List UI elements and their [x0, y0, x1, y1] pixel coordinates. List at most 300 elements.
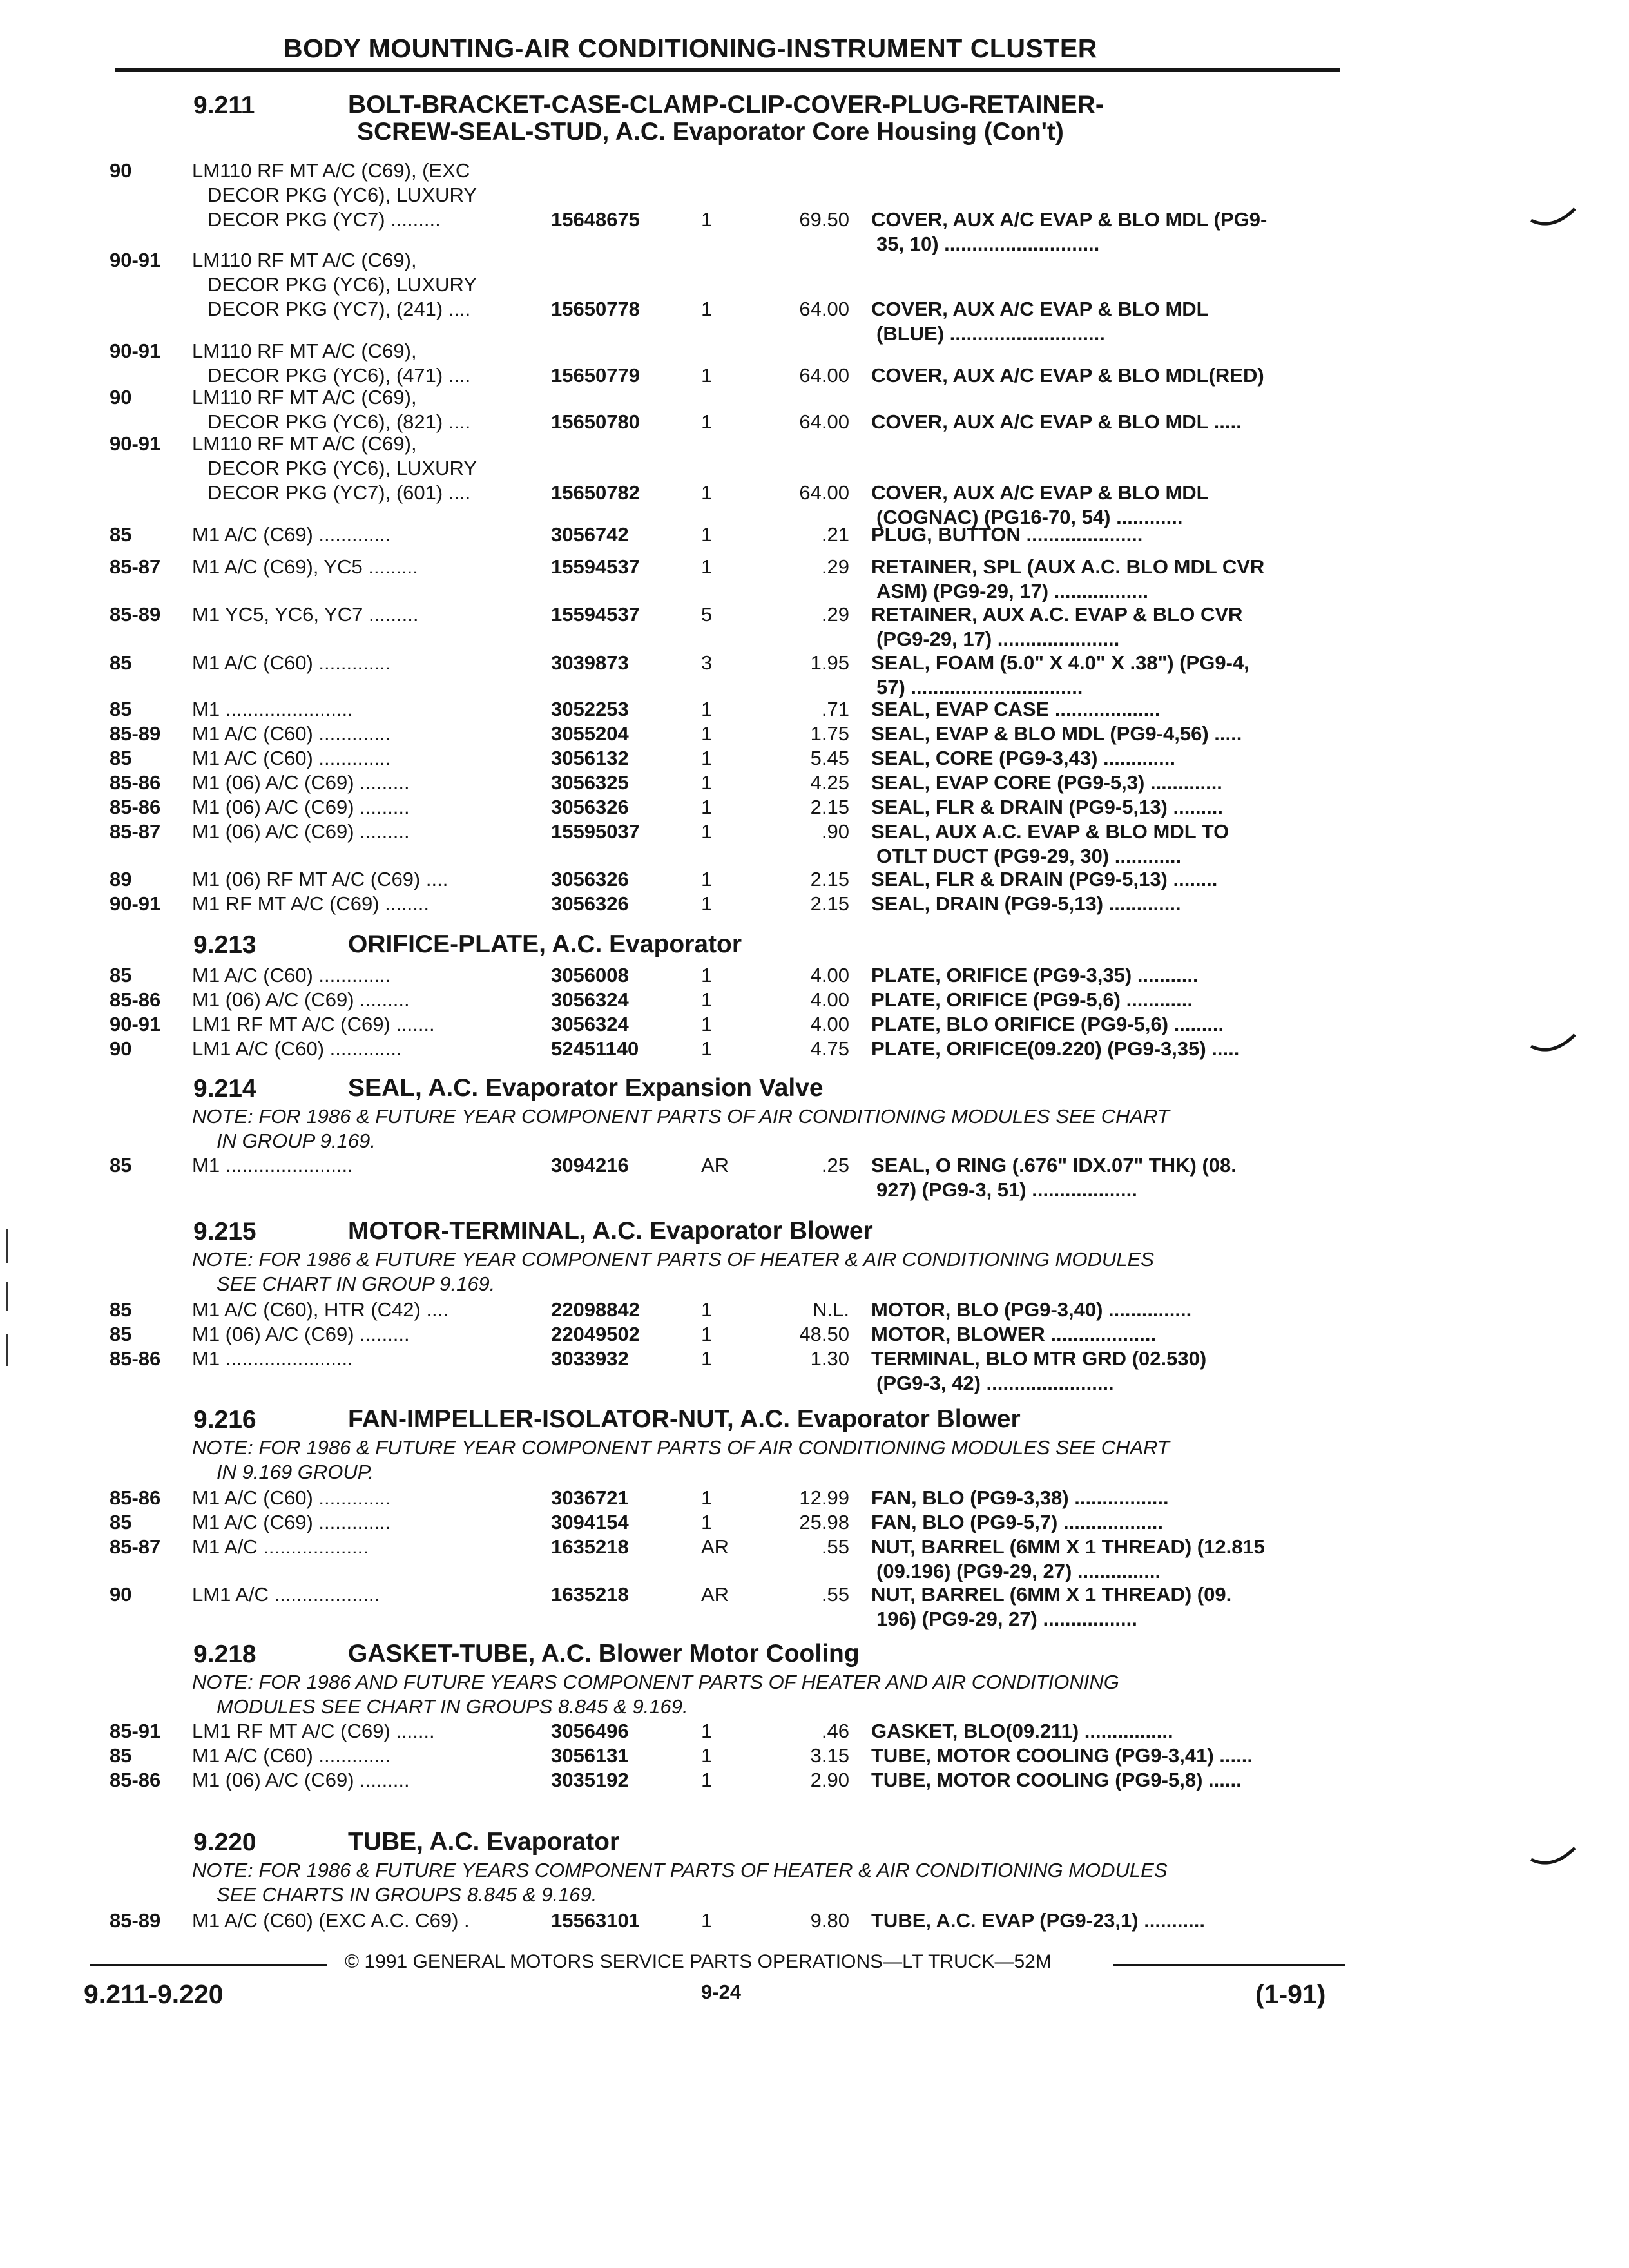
model-year: 85-89 — [110, 722, 161, 745]
application — [192, 1510, 390, 1535]
quantity: 1 — [701, 208, 713, 231]
model-year: 85-86 — [110, 771, 161, 794]
application — [192, 1719, 435, 1744]
quantity: 3 — [701, 651, 713, 674]
price: 69.50 — [799, 208, 849, 231]
part-number: 3056131 — [551, 1744, 629, 1767]
quantity: 1 — [701, 868, 713, 890]
application-line: M1 A/C (C69) ............. — [192, 1511, 391, 1533]
part-number: 1635218 — [551, 1583, 629, 1606]
part-description — [871, 697, 1160, 722]
price: 4.75 — [810, 1037, 849, 1060]
application-line: M1 (06) A/C (C69) ......... — [192, 771, 410, 794]
section-number: 9.220 — [193, 1829, 256, 1856]
scan-edge-mark-2 — [6, 1282, 8, 1311]
model-year: 85 — [110, 964, 132, 986]
price: 1.95 — [810, 651, 849, 674]
quantity: AR — [701, 1154, 729, 1177]
binder-mark-3 — [1530, 1844, 1576, 1870]
part-number: 3056742 — [551, 523, 629, 546]
application — [192, 1322, 410, 1347]
description-line: PLATE, BLO ORIFICE (PG9-5,6) ......... — [871, 1013, 1224, 1035]
application-line: LM1 RF MT A/C (C69) ....... — [192, 1720, 435, 1742]
description-line: GASKET, BLO(09.211) ................ — [871, 1720, 1173, 1742]
section-title — [348, 931, 742, 958]
part-number: 15594537 — [551, 555, 640, 578]
description-line: FAN, BLO (PG9-5,7) .................. — [871, 1511, 1164, 1533]
application — [192, 892, 429, 916]
page-header-title: BODY MOUNTING-AIR CONDITIONING-INSTRUMENT CLUSTER — [284, 34, 1097, 63]
model-year: 85-91 — [110, 1720, 161, 1742]
description-line: TUBE, A.C. EVAP (PG9-23,1) ........... — [871, 1909, 1205, 1932]
part-number: 3052253 — [551, 698, 629, 720]
price: .29 — [821, 603, 849, 626]
scan-edge-mark-1 — [6, 1229, 8, 1263]
part-number: 3094216 — [551, 1154, 629, 1177]
part-description — [871, 1012, 1224, 1037]
part-number: 3056326 — [551, 796, 629, 818]
description-line: COVER, AUX A/C EVAP & BLO MDL (PG9- — [871, 208, 1268, 231]
price: 4.00 — [810, 1013, 849, 1035]
part-description — [871, 1486, 1169, 1510]
application — [192, 1582, 380, 1607]
part-number: 3055204 — [551, 722, 629, 745]
description-line: OTLT DUCT (PG9-29, 30) ............ — [876, 845, 1182, 867]
part-number: 3056008 — [551, 964, 629, 986]
application — [192, 555, 418, 579]
description-line: (COGNAC) (PG16-70, 54) ............ — [876, 506, 1183, 528]
quantity: AR — [701, 1535, 729, 1558]
part-number: 15650780 — [551, 410, 640, 433]
part-number: 15595037 — [551, 820, 640, 843]
price: 4.25 — [810, 771, 849, 794]
description-line: PLATE, ORIFICE (PG9-5,6) ............ — [871, 988, 1193, 1011]
description-line: SEAL, EVAP CORE (PG9-5,3) ............. — [871, 771, 1222, 794]
description-line: 927) (PG9-3, 51) ................... — [876, 1178, 1137, 1201]
application-line: M1 A/C (C60) ............. — [192, 747, 391, 769]
price: .55 — [821, 1583, 849, 1606]
description-line: SEAL, EVAP & BLO MDL (PG9-4,56) ..... — [871, 722, 1242, 745]
section-note-line: SEE CHARTS IN GROUPS 8.845 & 9.169. — [217, 1883, 597, 1906]
section-number: 9.216 — [193, 1406, 256, 1434]
part-description — [871, 1298, 1191, 1322]
quantity: 1 — [701, 771, 713, 794]
application-line: M1 A/C (C60), HTR (C42) .... — [192, 1298, 448, 1321]
section-note — [192, 1670, 1119, 1719]
application-line: DECOR PKG (YC7), (601) .... — [207, 481, 471, 504]
price: .29 — [821, 555, 849, 578]
section-title-line: TUBE, A.C. Evaporator — [348, 1828, 620, 1856]
application — [192, 1153, 353, 1178]
part-description — [871, 1347, 1206, 1396]
model-year: 85 — [110, 1744, 132, 1767]
price: N.L. — [813, 1298, 849, 1321]
application — [192, 432, 477, 505]
footer-group-range: 9.211-9.220 — [84, 1979, 224, 2009]
application — [192, 651, 390, 675]
model-year: 85 — [110, 523, 132, 546]
model-year: 90-91 — [110, 249, 161, 271]
part-number: 15594537 — [551, 603, 640, 626]
section-note-line: SEE CHART IN GROUP 9.169. — [217, 1273, 496, 1295]
footer-rule-left — [90, 1964, 327, 1966]
footer-date-code: (1-91) — [1255, 1979, 1326, 2009]
description-line: SEAL, FLR & DRAIN (PG9-5,13) ......... — [871, 796, 1224, 818]
part-description — [871, 1582, 1231, 1631]
part-description — [871, 1908, 1205, 1933]
price: 5.45 — [810, 747, 849, 769]
quantity: 1 — [701, 364, 713, 387]
quantity: 1 — [701, 1347, 713, 1370]
model-year: 85-87 — [110, 820, 161, 843]
part-number: 15650778 — [551, 298, 640, 320]
model-year: 85-86 — [110, 988, 161, 1011]
binder-mark-2 — [1530, 1031, 1576, 1057]
quantity: 1 — [701, 1769, 713, 1791]
application-line: DECOR PKG (YC6), (471) .... — [207, 364, 471, 387]
quantity: 1 — [701, 410, 713, 433]
section-title — [348, 1218, 873, 1245]
part-number: 22049502 — [551, 1323, 640, 1345]
description-line: (09.196) (PG9-29, 27) ............... — [876, 1560, 1161, 1582]
model-year: 85-86 — [110, 1769, 161, 1791]
description-line: NUT, BARREL (6MM X 1 THREAD) (12.815 — [871, 1535, 1265, 1558]
application-line: M1 A/C (C60) ............. — [192, 1486, 391, 1509]
part-description — [871, 1037, 1239, 1061]
section-note-line: NOTE: FOR 1986 & FUTURE YEARS COMPONENT PARTS OF HEATER & AIR CONDITIONING MODULES — [192, 1859, 1168, 1881]
part-description — [871, 555, 1264, 604]
price: .21 — [821, 523, 849, 546]
application — [192, 1535, 369, 1559]
model-year: 85-89 — [110, 1909, 161, 1932]
section-note-line: NOTE: FOR 1986 & FUTURE YEAR COMPONENT PARTS OF HEATER & AIR CONDITIONING MODULES — [192, 1248, 1154, 1271]
model-year: 85-86 — [110, 1486, 161, 1509]
price: .25 — [821, 1154, 849, 1177]
quantity: 1 — [701, 1037, 713, 1060]
application-line: M1 YC5, YC6, YC7 ......... — [192, 603, 419, 626]
price: 64.00 — [799, 298, 849, 320]
part-description — [871, 602, 1242, 651]
part-description — [871, 1322, 1156, 1347]
description-line: SEAL, EVAP CASE ................... — [871, 698, 1161, 720]
section-note-line: IN GROUP 9.169. — [217, 1129, 376, 1152]
description-line: SEAL, FLR & DRAIN (PG9-5,13) ........ — [871, 868, 1218, 890]
section-title-line: SEAL, A.C. Evaporator Expansion Valve — [348, 1074, 824, 1102]
section-note-line: NOTE: FOR 1986 & FUTURE YEAR COMPONENT PARTS OF AIR CONDITIONING MODULES SEE CHART — [192, 1436, 1170, 1459]
application-line: M1 A/C (C69), YC5 ......... — [192, 555, 418, 578]
section-number: 9.211 — [193, 91, 255, 119]
price: 1.75 — [810, 722, 849, 745]
footer-page-number: 9-24 — [701, 1981, 742, 2003]
price: .46 — [821, 1720, 849, 1742]
application-line: LM1 A/C (C60) ............. — [192, 1037, 402, 1060]
price: 4.00 — [810, 988, 849, 1011]
application — [192, 746, 390, 771]
quantity: AR — [701, 1583, 729, 1606]
section-title — [348, 1406, 1021, 1433]
application-line: LM110 RF MT A/C (C69), — [192, 249, 417, 271]
application — [192, 1908, 470, 1933]
description-line: 35, 10) ............................ — [876, 233, 1100, 255]
description-line: SEAL, CORE (PG9-3,43) ............. — [871, 747, 1175, 769]
section-number: 9.213 — [193, 931, 256, 959]
quantity: 1 — [701, 988, 713, 1011]
quantity: 1 — [701, 1323, 713, 1345]
application-line: M1 ....................... — [192, 698, 353, 720]
quantity: 1 — [701, 555, 713, 578]
application-line: LM110 RF MT A/C (C69), — [192, 432, 417, 455]
description-line: 196) (PG9-29, 27) ................. — [876, 1608, 1137, 1630]
model-year: 85-87 — [110, 555, 161, 578]
footer-copyright: © 1991 GENERAL MOTORS SERVICE PARTS OPERATIONS—LT TRUCK—52M — [345, 1951, 1052, 1972]
price: 2.15 — [810, 796, 849, 818]
part-description — [871, 207, 1267, 256]
part-description — [871, 1153, 1237, 1202]
description-line: MOTOR, BLOWER ................... — [871, 1323, 1157, 1345]
price: 64.00 — [799, 481, 849, 504]
quantity: 1 — [701, 796, 713, 818]
application-line: M1 A/C ................... — [192, 1535, 369, 1558]
application — [192, 159, 477, 232]
description-line: COVER, AUX A/C EVAP & BLO MDL ..... — [871, 410, 1242, 433]
part-description — [871, 410, 1242, 434]
description-line: RETAINER, SPL (AUX A.C. BLO MDL CVR — [871, 555, 1265, 578]
application-line: M1 A/C (C60) ............. — [192, 964, 391, 986]
binder-mark-1 — [1530, 205, 1576, 231]
application-line: M1 ....................... — [192, 1154, 353, 1177]
description-line: NUT, BARREL (6MM X 1 THREAD) (09. — [871, 1583, 1232, 1606]
section-title — [348, 1640, 860, 1667]
price: .71 — [821, 698, 849, 720]
model-year: 85-86 — [110, 796, 161, 818]
application — [192, 988, 410, 1012]
application — [192, 1037, 402, 1061]
price: 9.80 — [810, 1909, 849, 1932]
application-line: DECOR PKG (YC6), LUXURY — [207, 184, 477, 206]
application — [192, 1298, 448, 1322]
quantity: 1 — [701, 1720, 713, 1742]
part-description — [871, 795, 1223, 820]
model-year: 90-91 — [110, 432, 161, 455]
application-line: LM110 RF MT A/C (C69), — [192, 340, 417, 362]
description-line: (PG9-29, 17) ...................... — [876, 628, 1120, 650]
description-line: SEAL, AUX A.C. EVAP & BLO MDL TO — [871, 820, 1229, 843]
section-title — [348, 1075, 824, 1102]
section-note-line: NOTE: FOR 1986 & FUTURE YEAR COMPONENT PARTS OF AIR CONDITIONING MODULES SEE CHART — [192, 1105, 1170, 1128]
quantity: 1 — [701, 1909, 713, 1932]
price: 48.50 — [799, 1323, 849, 1345]
model-year: 85-89 — [110, 603, 161, 626]
application-line: LM1 A/C ................... — [192, 1583, 380, 1606]
application-line: LM110 RF MT A/C (C69), (EXC — [192, 159, 470, 182]
price: 12.99 — [799, 1486, 849, 1509]
quantity: 1 — [701, 964, 713, 986]
part-description — [871, 1744, 1253, 1768]
section-note-line: IN 9.169 GROUP. — [217, 1461, 374, 1483]
description-line: (BLUE) ............................ — [876, 322, 1105, 345]
description-line: TERMINAL, BLO MTR GRD (02.530) — [871, 1347, 1207, 1370]
section-note-line: MODULES SEE CHART IN GROUPS 8.845 & 9.169. — [217, 1695, 688, 1718]
application-line: M1 A/C (C60) ............. — [192, 1744, 391, 1767]
part-description — [871, 1510, 1163, 1535]
quantity: 1 — [701, 298, 713, 320]
description-line: PLATE, ORIFICE (PG9-3,35) ........... — [871, 964, 1199, 986]
description-line: ASM) (PG9-29, 17) ................. — [876, 580, 1149, 602]
application-line: DECOR PKG (YC6), LUXURY — [207, 273, 477, 296]
application — [192, 602, 419, 627]
section-note — [192, 1858, 1168, 1907]
part-number: 3039873 — [551, 651, 629, 674]
part-number: 3056496 — [551, 1720, 629, 1742]
price: 25.98 — [799, 1511, 849, 1533]
section-number: 9.218 — [193, 1640, 256, 1668]
model-year: 85 — [110, 698, 132, 720]
part-description — [871, 651, 1249, 700]
part-number: 3033932 — [551, 1347, 629, 1370]
section-note — [192, 1436, 1170, 1485]
part-number: 22098842 — [551, 1298, 640, 1321]
application — [192, 385, 470, 434]
part-number: 3056324 — [551, 1013, 629, 1035]
section-note — [192, 1104, 1170, 1153]
part-number: 3094154 — [551, 1511, 629, 1533]
description-line: RETAINER, AUX A.C. EVAP & BLO CVR — [871, 603, 1243, 626]
application-line: M1 A/C (C60) ............. — [192, 722, 391, 745]
part-number: 15650782 — [551, 481, 640, 504]
section-title-line: MOTOR-TERMINAL, A.C. Evaporator Blower — [348, 1217, 873, 1245]
description-line: SEAL, DRAIN (PG9-5,13) ............. — [871, 892, 1181, 915]
description-line: FAN, BLO (PG9-3,38) ................. — [871, 1486, 1169, 1509]
description-line: PLATE, ORIFICE(09.220) (PG9-3,35) ..... — [871, 1037, 1240, 1060]
part-number: 15648675 — [551, 208, 640, 231]
part-number: 3056325 — [551, 771, 629, 794]
part-number: 3056326 — [551, 892, 629, 915]
application — [192, 795, 410, 820]
application-line: M1 (06) A/C (C69) ......... — [192, 988, 410, 1011]
section-note — [192, 1247, 1154, 1296]
quantity: 1 — [701, 1511, 713, 1533]
part-number: 3056132 — [551, 747, 629, 769]
part-description — [871, 820, 1229, 869]
application — [192, 963, 390, 988]
part-description — [871, 746, 1175, 771]
application — [192, 523, 390, 547]
section-title — [348, 1829, 619, 1856]
application-line: DECOR PKG (YC6), (821) .... — [207, 410, 471, 433]
section-note-line: NOTE: FOR 1986 AND FUTURE YEARS COMPONENT PARTS OF HEATER AND AIR CONDITIONING — [192, 1671, 1119, 1693]
part-description — [871, 363, 1264, 388]
quantity: 1 — [701, 1013, 713, 1035]
application-line: DECOR PKG (YC7), (241) .... — [207, 298, 471, 320]
model-year: 85 — [110, 747, 132, 769]
section-number: 9.214 — [193, 1075, 256, 1102]
quantity: 1 — [701, 523, 713, 546]
application — [192, 1347, 353, 1371]
part-description — [871, 1719, 1173, 1744]
model-year: 85 — [110, 651, 132, 674]
header-rule — [115, 68, 1340, 72]
part-description — [871, 1535, 1265, 1584]
application-line: M1 A/C (C60) ............. — [192, 651, 391, 674]
model-year: 90-91 — [110, 1013, 161, 1035]
model-year: 90-91 — [110, 892, 161, 915]
price: 2.15 — [810, 868, 849, 890]
model-year: 85 — [110, 1154, 132, 1177]
application-line: M1 (06) A/C (C69) ......... — [192, 1323, 410, 1345]
description-line: SEAL, O RING (.676" IDX.07" THK) (08. — [871, 1154, 1237, 1177]
section-title-line: GASKET-TUBE, A.C. Blower Motor Cooling — [348, 1640, 860, 1667]
model-year: 90 — [110, 386, 132, 408]
application — [192, 697, 353, 722]
price: 64.00 — [799, 410, 849, 433]
description-line: COVER, AUX A/C EVAP & BLO MDL(RED) — [871, 364, 1264, 387]
scan-edge-mark-3 — [6, 1334, 8, 1366]
part-number: 3035192 — [551, 1769, 629, 1791]
application — [192, 771, 410, 795]
part-description — [871, 297, 1209, 346]
quantity: 1 — [701, 1298, 713, 1321]
quantity: 1 — [701, 892, 713, 915]
footer-rule-right — [1113, 1964, 1345, 1966]
model-year: 85 — [110, 1298, 132, 1321]
description-line: (PG9-3, 42) ....................... — [876, 1372, 1114, 1394]
price: 2.15 — [810, 892, 849, 915]
quantity: 1 — [701, 1486, 713, 1509]
price: 2.90 — [810, 1769, 849, 1791]
part-description — [871, 963, 1199, 988]
application-line: M1 (06) A/C (C69) ......... — [192, 820, 410, 843]
application — [192, 1768, 410, 1792]
part-description — [871, 523, 1142, 547]
part-number: 15563101 — [551, 1909, 640, 1932]
application-line: DECOR PKG (YC7) ......... — [207, 208, 441, 231]
application — [192, 1486, 390, 1510]
model-year: 89 — [110, 868, 132, 890]
model-year: 85-87 — [110, 1535, 161, 1558]
application-line: M1 RF MT A/C (C69) ........ — [192, 892, 430, 915]
part-number: 1635218 — [551, 1535, 629, 1558]
section-title-line: SCREW-SEAL-STUD, A.C. Evaporator Core Housing (Con't) — [357, 118, 1064, 146]
description-line: COVER, AUX A/C EVAP & BLO MDL — [871, 481, 1209, 504]
description-line: 57) ............................... — [876, 676, 1083, 698]
part-description — [871, 1768, 1242, 1792]
section-title-line: ORIFICE-PLATE, A.C. Evaporator — [348, 930, 742, 958]
price: 4.00 — [810, 964, 849, 986]
section-title-line: BOLT-BRACKET-CASE-CLAMP-CLIP-COVER-PLUG-RETAINER- — [348, 91, 1104, 119]
quantity: 1 — [701, 481, 713, 504]
quantity: 1 — [701, 722, 713, 745]
part-number: 52451140 — [551, 1037, 639, 1060]
application — [192, 820, 410, 844]
application-line: M1 (06) A/C (C69) ......... — [192, 796, 410, 818]
model-year: 85 — [110, 1323, 132, 1345]
application — [192, 722, 390, 746]
section-title-line: FAN-IMPELLER-ISOLATOR-NUT, A.C. Evaporator Blower — [348, 1405, 1021, 1433]
part-number: 3056324 — [551, 988, 629, 1011]
application — [192, 248, 477, 322]
description-line: TUBE, MOTOR COOLING (PG9-3,41) ...... — [871, 1744, 1253, 1767]
application-line: M1 (06) A/C (C69) ......... — [192, 1769, 410, 1791]
description-line: SEAL, FOAM (5.0" X 4.0" X .38") (PG9-4, — [871, 651, 1249, 674]
price: 1.30 — [810, 1347, 849, 1370]
application-line: LM110 RF MT A/C (C69), — [192, 386, 417, 408]
application-line: M1 A/C (C69) ............. — [192, 523, 391, 546]
application-line: M1 ....................... — [192, 1347, 353, 1370]
description-line: PLUG, BUTTON ..................... — [871, 523, 1143, 546]
part-description — [871, 988, 1193, 1012]
part-description — [871, 771, 1222, 795]
model-year: 90 — [110, 1583, 132, 1606]
